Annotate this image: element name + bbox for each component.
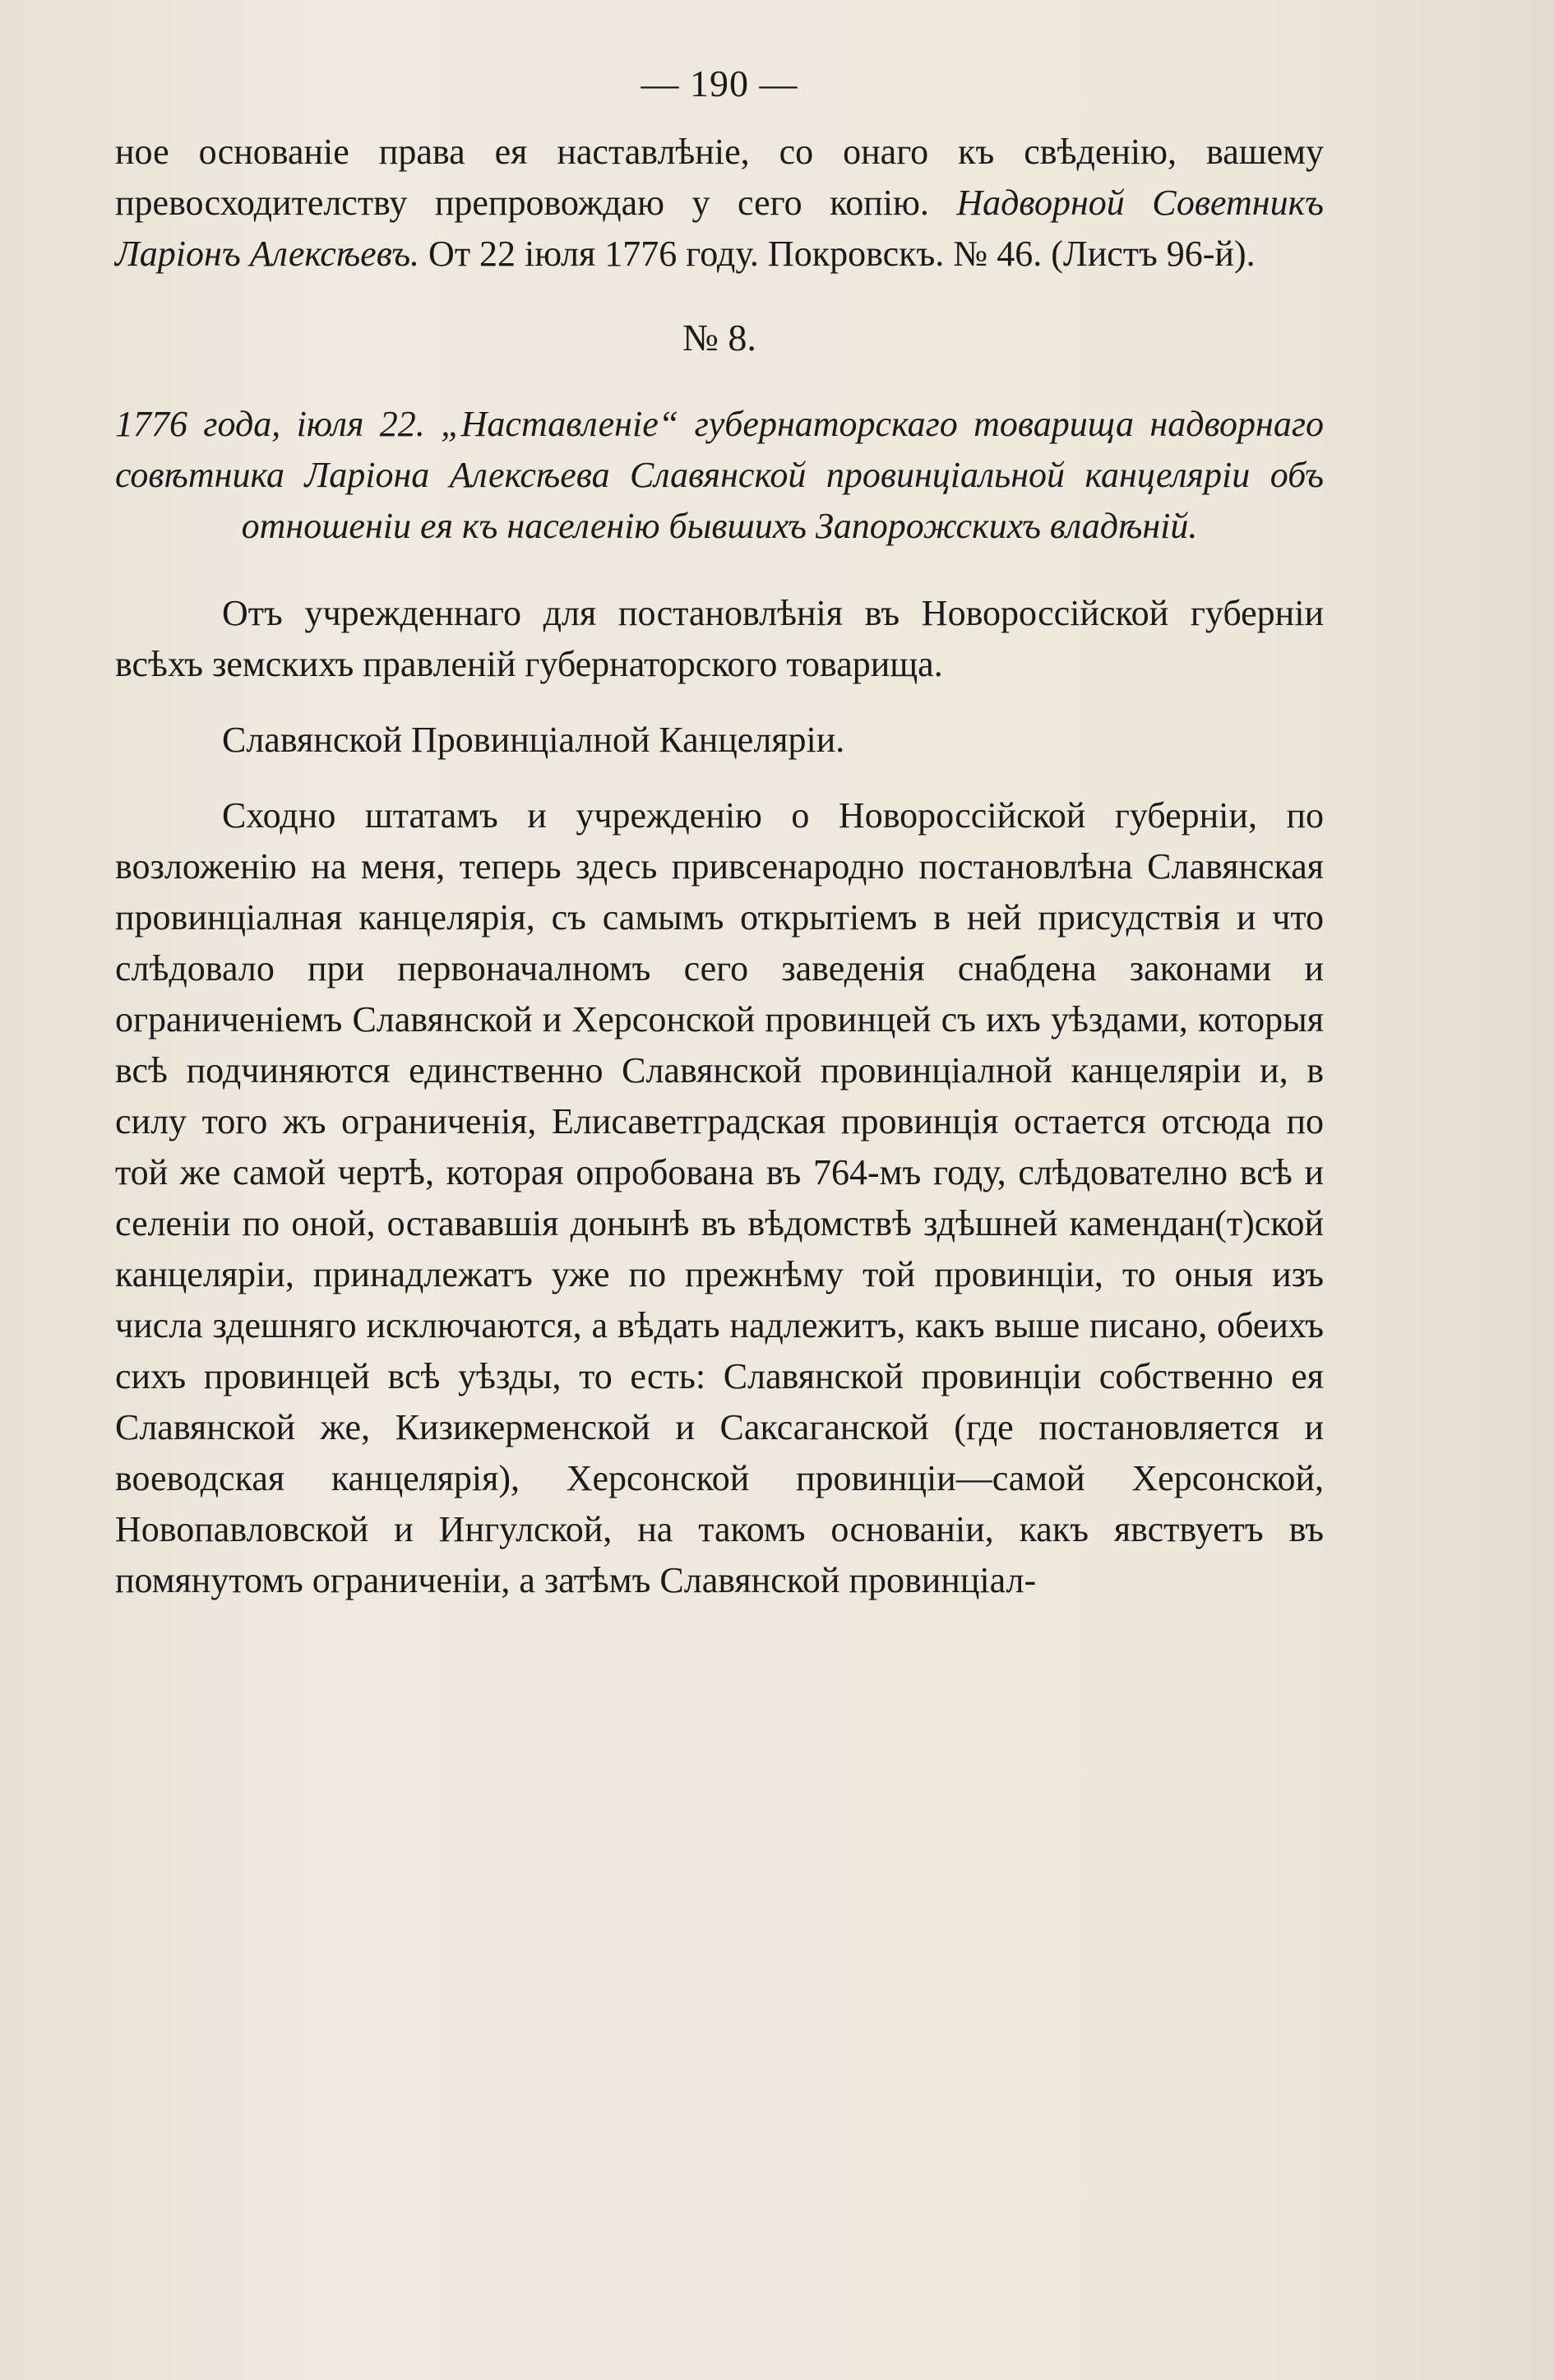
document-number: № 8. [682, 317, 756, 359]
document-heading: 1776 года, іюля 22. „Наставленіе“ губернаторскаго товарища надворнаго совѣтника Ларіона Алексѣева Славянской провинціальной канцеляріи объ отношеніи ея къ населенію бывшихъ Запорожскихъ владѣній. [115, 404, 1324, 546]
dateline: От 22 іюля 1776 году. Покровскъ. № 46. (Листъ 96-й). [428, 234, 1256, 274]
salutation: Славянской Провинціалной Канцеляріи. [222, 720, 845, 760]
page-number: — 190 — [641, 63, 798, 104]
body-paragraph: Сходно штатамъ и учрежденію о Новороссійской губерніи, по возложенію на меня, теперь здесь привсенародно постановлѣна Славянская провинціалная канцелярія, съ самымъ открытіемъ в ней присудствія и что слѣдовало при первоначалномъ сего заведенія снабдена законами и ограниченіемъ Славянской и Херсонской провинцей съ ихъ уѣздами, которыя всѣ подчиняются единственно Славянской провинціалной канцеляріи и, в силу того жъ ограниченія, Елисаветградская провинція остается отсюда по той же самой чертѣ, которая опробована въ 764-мъ году, слѣдователно всѣ и селеніи по оной, остававшія донынѣ въ вѣдомствѣ здѣшней камендан(т)ской канцеляріи, принадлежатъ уже по прежнѣму той провинціи, то оныя изъ числа здешняго исключаются, а вѣдать надлежитъ, какъ выше писано, обеихъ сихъ провинцей всѣ уѣзды, то есть: Славянской провинціи собственно ея Славянской же, Кизикерменской и Саксаганской (где постановляется и воеводская канцелярія), Херсонской провинціи—самой Херсонской, Новопавловской и Ингулской, на такомъ основаніи, какъ явствуетъ въ помянутомъ ограниченіи, а затѣмъ Славянской провинціал- [115, 795, 1324, 1600]
continuation-paragraph [115, 127, 1324, 280]
continuation-text: ное основаніе права ея наставлѣніе, со онаго къ свѣденію, вашему превосходителству препровождаю у сего копію. [115, 132, 1324, 223]
signature: Надворной Советникъ Ларіонъ Алексѣевъ. [115, 183, 1324, 274]
from-line: Отъ учрежденнаго для постановлѣнія въ Новороссійской губерніи всѣхъ земскихъ правленій губернаторского товарища. [115, 593, 1324, 684]
